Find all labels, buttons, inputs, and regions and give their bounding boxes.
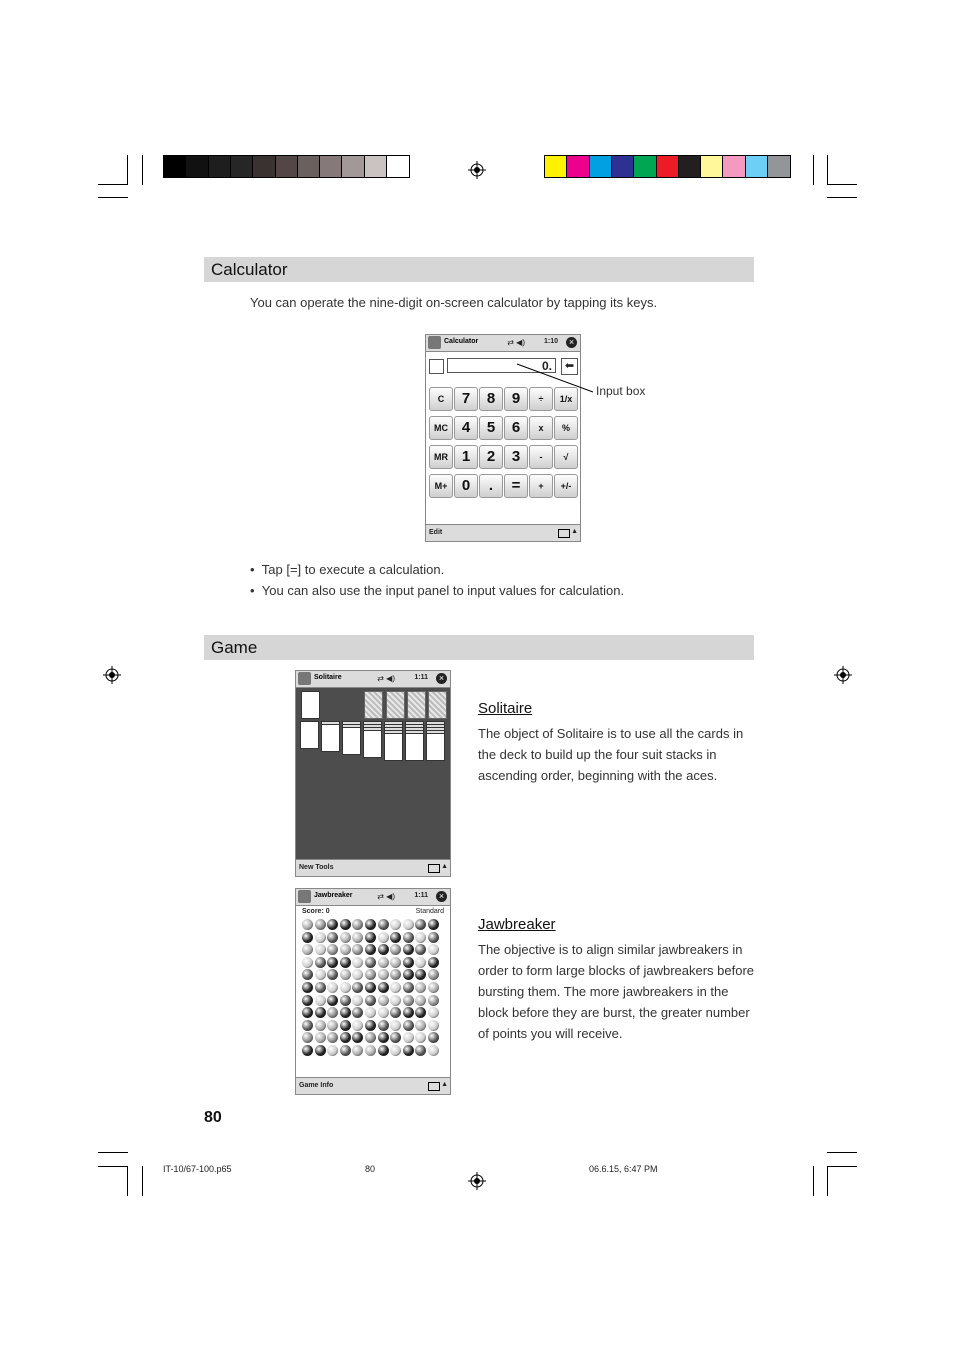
jawbreaker-ball[interactable] xyxy=(390,1007,401,1018)
jawbreaker-ball[interactable] xyxy=(302,969,313,980)
jawbreaker-ball[interactable] xyxy=(390,932,401,943)
color-swatch xyxy=(252,155,276,178)
color-swatch xyxy=(722,155,746,178)
close-icon[interactable]: × xyxy=(566,337,577,348)
jawbreaker-ball[interactable] xyxy=(365,982,376,993)
jawbreaker-ball[interactable] xyxy=(390,1045,401,1056)
jawbreaker-ball[interactable] xyxy=(302,995,313,1006)
jawbreaker-ball[interactable] xyxy=(428,944,439,955)
color-swatch xyxy=(589,155,613,178)
jawbreaker-title: Jawbreaker xyxy=(478,916,556,933)
jawbreaker-ball[interactable] xyxy=(428,1020,439,1031)
jawbreaker-ball[interactable] xyxy=(378,932,389,943)
bullet-item: • Tap [=] to execute a calculation. xyxy=(250,562,445,577)
start-icon xyxy=(298,672,311,685)
tableau-card[interactable] xyxy=(405,733,424,761)
jawbreaker-ball[interactable] xyxy=(415,1007,426,1018)
jawbreaker-ball[interactable] xyxy=(390,957,401,968)
bullet-text: Tap [=] to execute a calculation. xyxy=(261,562,445,577)
color-swatch xyxy=(163,155,187,178)
tableau-card[interactable] xyxy=(384,733,403,761)
jawbreaker-ball[interactable] xyxy=(403,969,414,980)
calc-key[interactable]: 7 xyxy=(454,387,478,411)
calc-key[interactable]: 2 xyxy=(479,445,503,469)
jawbreaker-ball[interactable] xyxy=(390,944,401,955)
backspace-icon[interactable]: ⬅ xyxy=(561,358,578,375)
jawbreaker-ball[interactable] xyxy=(428,982,439,993)
jawbreaker-ball[interactable] xyxy=(327,932,338,943)
solitaire-title: Solitaire xyxy=(478,700,533,717)
bullet-item: • You can also use the input panel to input values for calculation. xyxy=(250,583,625,598)
jawbreaker-ball[interactable] xyxy=(365,919,376,930)
jawbreaker-ball[interactable] xyxy=(390,982,401,993)
section-heading: Calculator xyxy=(211,260,288,279)
jawbreaker-ball[interactable] xyxy=(428,995,439,1006)
jawbreaker-ball[interactable] xyxy=(352,1007,363,1018)
calc-key[interactable]: +/- xyxy=(554,474,578,498)
jawbreaker-ball[interactable] xyxy=(340,919,351,930)
input-box[interactable]: 0. xyxy=(447,358,556,373)
color-swatch xyxy=(611,155,635,178)
jawbreaker-ball[interactable] xyxy=(365,957,376,968)
jawbreaker-ball[interactable] xyxy=(315,969,326,980)
command-bar xyxy=(426,524,580,541)
calculator-heading-bar xyxy=(204,257,754,282)
jawbreaker-ball[interactable] xyxy=(428,1007,439,1018)
jawbreaker-ball[interactable] xyxy=(352,1045,363,1056)
jawbreaker-ball[interactable] xyxy=(365,1007,376,1018)
jawbreaker-ball[interactable] xyxy=(415,982,426,993)
calculator-intro: You can operate the nine-digit on-screen calculator by tapping its keys. xyxy=(250,295,658,310)
color-swatch xyxy=(767,155,791,178)
calc-key[interactable]: 0 xyxy=(454,474,478,498)
calc-key[interactable]: 3 xyxy=(504,445,528,469)
command-bar xyxy=(296,1077,450,1094)
calc-key[interactable]: 1 xyxy=(454,445,478,469)
calc-key[interactable]: % xyxy=(554,416,578,440)
calc-key[interactable]: ÷ xyxy=(529,387,553,411)
jawbreaker-ball[interactable] xyxy=(327,1032,338,1043)
jawbreaker-ball[interactable] xyxy=(415,1032,426,1043)
close-icon[interactable]: × xyxy=(436,891,447,902)
keyboard-icon[interactable] xyxy=(558,529,570,538)
foundation-pile[interactable] xyxy=(407,691,426,719)
color-swatch xyxy=(633,155,657,178)
jawbreaker-ball[interactable] xyxy=(302,982,313,993)
input-box-callout: Input box xyxy=(596,384,646,398)
calc-key[interactable]: . xyxy=(479,474,503,498)
footer-page: 80 xyxy=(365,1164,376,1174)
jawbreaker-ball[interactable] xyxy=(302,932,313,943)
jawbreaker-ball[interactable] xyxy=(403,932,414,943)
jawbreaker-ball[interactable] xyxy=(378,919,389,930)
color-swatch xyxy=(656,155,680,178)
jawbreaker-ball[interactable] xyxy=(327,982,338,993)
color-swatch xyxy=(341,155,365,178)
calc-key[interactable]: 8 xyxy=(479,387,503,411)
connectivity-icon: ⇄ ◀) xyxy=(377,674,395,683)
jawbreaker-ball[interactable] xyxy=(302,1032,313,1043)
tableau-card[interactable] xyxy=(300,721,319,749)
jawbreaker-ball[interactable] xyxy=(415,919,426,930)
jawbreaker-ball[interactable] xyxy=(378,1020,389,1031)
jawbreaker-ball[interactable] xyxy=(302,944,313,955)
bullet-text: You can also use the input panel to input values for calculation. xyxy=(261,583,625,598)
game-info-menu[interactable]: Game Info xyxy=(299,1082,334,1089)
jawbreaker-ball[interactable] xyxy=(428,969,439,980)
jawbreaker-ball[interactable] xyxy=(403,1020,414,1031)
jawbreaker-ball[interactable] xyxy=(315,1032,326,1043)
section-heading: Game xyxy=(211,638,258,657)
jawbreaker-ball[interactable] xyxy=(390,919,401,930)
callout-line xyxy=(515,362,595,396)
jawbreaker-ball[interactable] xyxy=(315,957,326,968)
jawbreaker-ball[interactable] xyxy=(365,995,376,1006)
jawbreaker-ball[interactable] xyxy=(340,1032,351,1043)
jawbreaker-ball[interactable] xyxy=(403,919,414,930)
command-bar xyxy=(296,859,450,876)
solitaire-description: The object of Solitaire is to use all the cards in the deck to build up the four suit stacks in ascending order, beginning with the aces. xyxy=(478,726,744,783)
jawbreaker-ball[interactable] xyxy=(365,1020,376,1031)
color-swatch xyxy=(566,155,590,178)
jawbreaker-ball[interactable] xyxy=(340,969,351,980)
jawbreaker-ball[interactable] xyxy=(315,1045,326,1056)
jawbreaker-ball[interactable] xyxy=(403,944,414,955)
jawbreaker-ball[interactable] xyxy=(365,932,376,943)
jawbreaker-ball[interactable] xyxy=(403,1032,414,1043)
jawbreaker-ball[interactable] xyxy=(327,957,338,968)
color-swatch xyxy=(185,155,209,178)
calc-key[interactable]: 1/x xyxy=(554,387,578,411)
registration-mark-icon xyxy=(103,666,121,684)
registration-mark-icon xyxy=(834,666,852,684)
up-arrow-icon[interactable]: ▲ xyxy=(441,1081,448,1088)
jawbreaker-ball[interactable] xyxy=(390,995,401,1006)
jawbreaker-ball[interactable] xyxy=(340,982,351,993)
close-icon[interactable]: × xyxy=(436,673,447,684)
jawbreaker-ball[interactable] xyxy=(302,1020,313,1031)
calc-key[interactable]: MC xyxy=(429,416,453,440)
jawbreaker-ball[interactable] xyxy=(390,969,401,980)
jawbreaker-ball[interactable] xyxy=(365,1045,376,1056)
jawbreaker-ball[interactable] xyxy=(327,919,338,930)
clock: 1:11 xyxy=(414,892,428,899)
calc-key[interactable]: x xyxy=(529,416,553,440)
color-swatch xyxy=(700,155,724,178)
jawbreaker-ball[interactable] xyxy=(340,1045,351,1056)
jawbreaker-ball[interactable] xyxy=(327,944,338,955)
app-title: Calculator xyxy=(444,338,479,345)
jawbreaker-ball[interactable] xyxy=(365,969,376,980)
jawbreaker-ball[interactable] xyxy=(428,1032,439,1043)
calc-key[interactable]: 5 xyxy=(479,416,503,440)
title-bar xyxy=(296,671,450,688)
jawbreaker-ball[interactable] xyxy=(378,1032,389,1043)
start-icon xyxy=(428,336,441,349)
jawbreaker-ball[interactable] xyxy=(403,1007,414,1018)
page-number: 80 xyxy=(204,1109,222,1126)
jawbreaker-ball[interactable] xyxy=(352,969,363,980)
jawbreaker-ball[interactable] xyxy=(415,1020,426,1031)
color-swatch xyxy=(745,155,769,178)
edit-menu[interactable]: Edit xyxy=(429,529,443,536)
jawbreaker-ball[interactable] xyxy=(428,932,439,943)
title-bar xyxy=(296,889,450,906)
jawbreaker-ball[interactable] xyxy=(415,995,426,1006)
jawbreaker-ball[interactable] xyxy=(340,932,351,943)
clock: 1:10 xyxy=(543,338,558,345)
jawbreaker-ball[interactable] xyxy=(302,1045,313,1056)
tableau-card[interactable] xyxy=(342,727,361,755)
jawbreaker-ball[interactable] xyxy=(327,1045,338,1056)
color-swatch xyxy=(297,155,321,178)
jawbreaker-ball[interactable] xyxy=(403,995,414,1006)
jawbreaker-ball[interactable] xyxy=(340,995,351,1006)
jawbreaker-ball[interactable] xyxy=(315,1020,326,1031)
color-swatch xyxy=(208,155,232,178)
jawbreaker-ball[interactable] xyxy=(327,1007,338,1018)
jawbreaker-ball[interactable] xyxy=(315,1007,326,1018)
jawbreaker-ball[interactable] xyxy=(302,919,313,930)
calc-key[interactable]: 9 xyxy=(504,387,528,411)
jawbreaker-ball[interactable] xyxy=(365,1032,376,1043)
foundation-pile[interactable] xyxy=(428,691,447,719)
color-swatch xyxy=(386,155,410,178)
memory-indicator xyxy=(429,359,444,374)
up-arrow-icon[interactable]: ▲ xyxy=(571,528,578,535)
jawbreaker-ball[interactable] xyxy=(415,957,426,968)
keyboard-icon[interactable] xyxy=(428,864,440,873)
jawbreaker-ball[interactable] xyxy=(327,969,338,980)
start-icon xyxy=(298,890,311,903)
color-swatch xyxy=(364,155,388,178)
jawbreaker-ball[interactable] xyxy=(327,995,338,1006)
jawbreaker-ball[interactable] xyxy=(352,919,363,930)
jawbreaker-ball[interactable] xyxy=(378,995,389,1006)
color-swatch xyxy=(319,155,343,178)
calc-key[interactable]: = xyxy=(504,474,528,498)
jawbreaker-ball[interactable] xyxy=(428,919,439,930)
calc-key[interactable]: - xyxy=(529,445,553,469)
jawbreaker-ball[interactable] xyxy=(352,932,363,943)
calc-key[interactable]: + xyxy=(529,474,553,498)
jawbreaker-ball[interactable] xyxy=(315,982,326,993)
registration-mark-icon xyxy=(468,1172,486,1190)
deck-card-icon[interactable] xyxy=(301,691,320,719)
game-heading-bar xyxy=(204,635,754,660)
color-swatch xyxy=(275,155,299,178)
jawbreaker-ball[interactable] xyxy=(315,919,326,930)
keyboard-icon[interactable] xyxy=(428,1082,440,1091)
jawbreaker-ball[interactable] xyxy=(415,969,426,980)
jawbreaker-ball[interactable] xyxy=(378,969,389,980)
jawbreaker-ball[interactable] xyxy=(390,1032,401,1043)
jawbreaker-ball[interactable] xyxy=(340,1020,351,1031)
tableau-card[interactable] xyxy=(321,724,340,752)
title-bar xyxy=(426,335,580,352)
app-title: Jawbreaker xyxy=(314,892,353,899)
registration-mark-icon xyxy=(468,161,486,179)
jawbreaker-ball[interactable] xyxy=(415,932,426,943)
tableau-card[interactable] xyxy=(363,730,382,758)
calc-key[interactable]: 6 xyxy=(504,416,528,440)
jawbreaker-ball[interactable] xyxy=(315,932,326,943)
foundation-pile[interactable] xyxy=(364,691,383,719)
jawbreaker-ball[interactable] xyxy=(415,1045,426,1056)
jawbreaker-ball[interactable] xyxy=(315,944,326,955)
footer-file: IT-10/67-100.p65 xyxy=(163,1164,232,1174)
jawbreaker-ball[interactable] xyxy=(352,1032,363,1043)
jawbreaker-ball[interactable] xyxy=(352,944,363,955)
mode-label: Standard xyxy=(415,908,444,915)
foundation-pile[interactable] xyxy=(386,691,405,719)
calc-key[interactable]: MR xyxy=(429,445,453,469)
jawbreaker-ball[interactable] xyxy=(378,1045,389,1056)
jawbreaker-ball[interactable] xyxy=(302,1007,313,1018)
jawbreaker-ball[interactable] xyxy=(365,944,376,955)
jawbreaker-ball[interactable] xyxy=(352,982,363,993)
jawbreaker-ball[interactable] xyxy=(403,957,414,968)
score-label: Score: 0 xyxy=(302,908,330,915)
jawbreaker-ball[interactable] xyxy=(428,957,439,968)
up-arrow-icon[interactable]: ▲ xyxy=(441,863,448,870)
jawbreaker-ball[interactable] xyxy=(403,982,414,993)
jawbreaker-ball[interactable] xyxy=(403,1045,414,1056)
jawbreaker-ball[interactable] xyxy=(390,1020,401,1031)
new-tools-menu[interactable]: New Tools xyxy=(299,864,334,871)
jawbreaker-ball[interactable] xyxy=(378,982,389,993)
jawbreaker-ball[interactable] xyxy=(340,944,351,955)
jawbreaker-ball[interactable] xyxy=(340,1007,351,1018)
jawbreaker-ball[interactable] xyxy=(327,1020,338,1031)
tableau-card[interactable] xyxy=(426,733,445,761)
jawbreaker-ball[interactable] xyxy=(428,1045,439,1056)
jawbreaker-ball[interactable] xyxy=(415,944,426,955)
jawbreaker-ball[interactable] xyxy=(378,957,389,968)
calc-key[interactable]: √ xyxy=(554,445,578,469)
color-swatch xyxy=(230,155,254,178)
jawbreaker-description: The objective is to align similar jawbreakers in order to form large blocks of jawbreakers before bursting them. The more jawbreakers in the block before they are burst, the greater number of points you will receive. xyxy=(478,942,755,1041)
jawbreaker-ball[interactable] xyxy=(315,995,326,1006)
color-swatch xyxy=(544,155,568,178)
jawbreaker-ball[interactable] xyxy=(302,957,313,968)
jawbreaker-ball[interactable] xyxy=(378,944,389,955)
jawbreaker-screenshot xyxy=(295,888,451,1095)
jawbreaker-ball[interactable] xyxy=(352,1020,363,1031)
jawbreaker-ball[interactable] xyxy=(352,957,363,968)
jawbreaker-ball[interactable] xyxy=(378,1007,389,1018)
jawbreaker-ball[interactable] xyxy=(340,957,351,968)
footer-date: 06.6.15, 6:47 PM xyxy=(589,1164,658,1174)
calc-key[interactable]: 4 xyxy=(454,416,478,440)
app-title: Solitaire xyxy=(314,674,342,681)
jawbreaker-ball[interactable] xyxy=(352,995,363,1006)
connectivity-icon: ⇄ ◀) xyxy=(377,892,395,901)
clock: 1:11 xyxy=(414,674,428,681)
solitaire-screenshot xyxy=(295,670,451,877)
color-swatch xyxy=(678,155,702,178)
calc-key[interactable]: C xyxy=(429,387,453,411)
calc-key[interactable]: M+ xyxy=(429,474,453,498)
connectivity-icon: ⇄ ◀) xyxy=(507,338,525,347)
